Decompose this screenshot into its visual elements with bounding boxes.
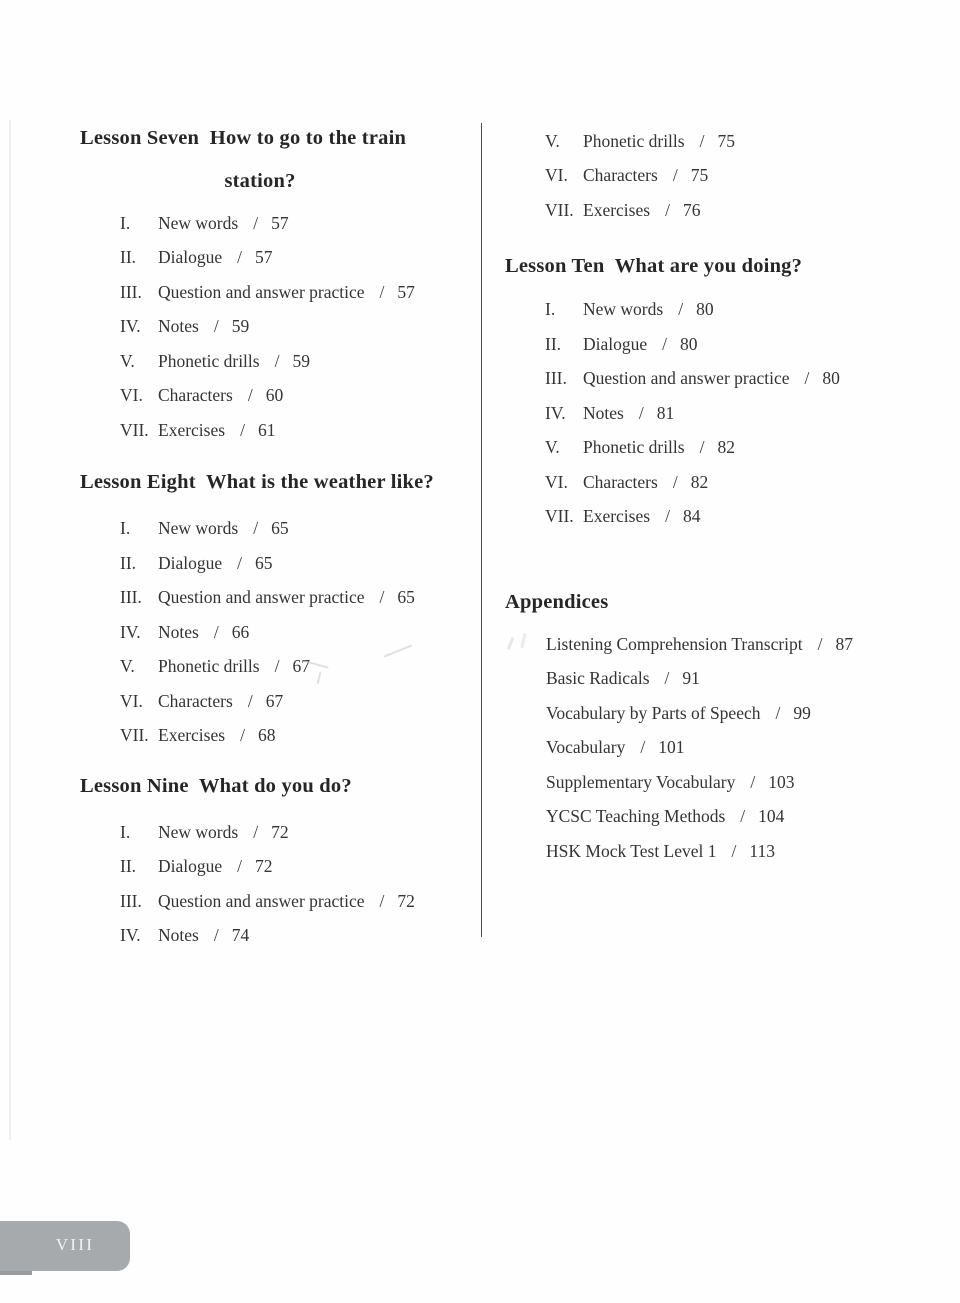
toc-entry <box>80 344 480 379</box>
entry-label: Supplementary Vocabulary <box>546 771 736 792</box>
entry-page-number: 82 <box>717 437 735 458</box>
toc-entry <box>80 275 480 310</box>
entry-separator: / <box>274 350 280 371</box>
toc-entry <box>80 379 480 414</box>
entry-label: Dialogue <box>583 333 648 354</box>
entry-separator: / <box>740 806 746 827</box>
entry-page-number: 72 <box>271 821 289 842</box>
entry-page-number: 72 <box>397 890 415 911</box>
entry-numeral: VII. <box>120 419 149 440</box>
entry-page-number: 113 <box>749 840 775 861</box>
toc-entry <box>80 546 480 581</box>
entry-label: Vocabulary by Parts of Speech <box>546 702 761 723</box>
entry-label: Exercises <box>583 199 651 220</box>
entry-page-number: 103 <box>768 771 795 792</box>
toc-entry <box>505 731 935 766</box>
entry-separator: / <box>699 437 705 458</box>
entry-separator: / <box>672 471 678 492</box>
scan-edge-line <box>9 120 11 1140</box>
entry-page-number: 80 <box>680 333 698 354</box>
toc-entry <box>505 293 935 328</box>
entry-page-number: 60 <box>265 385 284 406</box>
entry-label: Dialogue <box>158 856 223 877</box>
entry-separator: / <box>213 621 219 642</box>
lesson-nine-title: Lesson Nine What do you do? <box>80 775 352 797</box>
toc-entry <box>505 327 935 362</box>
entry-label: Question and answer practice <box>158 587 365 608</box>
entry-page-number: 82 <box>690 471 709 492</box>
entry-numeral: II. <box>120 856 137 877</box>
toc-entry <box>80 615 480 650</box>
entry-label: Dialogue <box>158 247 223 268</box>
entry-page-number: 74 <box>231 925 250 946</box>
entry-page-number: 59 <box>292 350 310 371</box>
entry-separator: / <box>253 212 259 233</box>
entry-separator: / <box>379 587 385 608</box>
toc-entry <box>505 765 935 800</box>
lesson-eight-title: Lesson Eight What is the weather like? <box>80 470 434 493</box>
lesson-seven-title-line1: Lesson Seven How to go to the train <box>80 127 407 149</box>
entry-page-number: 66 <box>231 621 250 642</box>
entry-numeral: VI. <box>120 385 143 406</box>
appendices-title: Appendices <box>505 591 609 613</box>
lesson-nine-continued-items <box>505 124 935 228</box>
entry-label: Characters <box>583 165 658 186</box>
entry-page-number: 67 <box>292 656 310 677</box>
entry-page-number: 72 <box>255 856 273 877</box>
entry-label: New words <box>583 299 664 320</box>
entry-page-number: 87 <box>835 633 854 654</box>
entry-label: Notes <box>158 621 199 642</box>
toc-entry <box>505 800 935 835</box>
entry-label: HSK Mock Test Level 1 <box>546 840 717 861</box>
toc-entry <box>505 431 935 466</box>
entry-separator: / <box>253 821 259 842</box>
entry-separator: / <box>775 702 781 723</box>
entry-label: New words <box>158 518 239 539</box>
entry-page-number: 76 <box>682 199 701 220</box>
entry-separator: / <box>678 299 684 320</box>
entry-label: Phonetic drills <box>583 437 685 458</box>
entry-page-number: 68 <box>257 725 276 746</box>
toc-entry <box>80 310 480 345</box>
entry-separator: / <box>237 856 243 877</box>
entry-label: Question and answer practice <box>158 890 365 911</box>
entry-separator: / <box>731 840 737 861</box>
toc-entry <box>80 512 480 547</box>
entry-separator: / <box>638 402 644 423</box>
entry-numeral: II. <box>120 552 137 573</box>
entry-numeral: IV. <box>120 621 141 642</box>
toc-entry <box>80 719 480 754</box>
entry-separator: / <box>247 385 253 406</box>
entry-separator: / <box>213 316 219 337</box>
toc-entry <box>505 362 935 397</box>
entry-label: Phonetic drills <box>158 656 260 677</box>
toc-entry <box>80 581 480 616</box>
page-number-tab <box>0 1221 130 1271</box>
entry-numeral: II. <box>120 247 137 268</box>
entry-page-number: 59 <box>231 316 250 337</box>
entry-page-number: 75 <box>717 130 735 151</box>
entry-page-number: 80 <box>822 368 840 389</box>
entry-page-number: 67 <box>265 690 284 711</box>
toc-entry <box>505 159 935 194</box>
entry-separator: / <box>379 281 385 302</box>
entry-page-number: 65 <box>271 518 289 539</box>
entry-separator: / <box>750 771 756 792</box>
entry-separator: / <box>662 333 668 354</box>
entry-numeral: IV. <box>120 316 141 337</box>
appendices-items <box>505 627 935 869</box>
entry-separator: / <box>237 247 243 268</box>
entry-numeral: I. <box>120 821 131 842</box>
entry-numeral: III. <box>120 890 142 911</box>
toc-entry <box>80 815 480 850</box>
entry-label: Basic Radicals <box>546 668 650 689</box>
entry-label: Notes <box>583 402 624 423</box>
toc-entry <box>80 413 480 448</box>
toc-entry <box>505 662 935 697</box>
entry-label: YCSC Teaching Methods <box>546 806 726 827</box>
toc-entry <box>505 124 935 159</box>
entry-separator: / <box>240 419 245 440</box>
toc-right-column <box>505 117 935 869</box>
entry-separator: / <box>247 690 253 711</box>
entry-separator: / <box>253 518 259 539</box>
entry-page-number: 57 <box>397 281 415 302</box>
entry-label: New words <box>158 821 239 842</box>
entry-separator: / <box>672 165 678 186</box>
lesson-eight-items <box>80 512 480 754</box>
entry-numeral: VI. <box>120 690 143 711</box>
entry-label: Phonetic drills <box>583 130 685 151</box>
entry-label: New words <box>158 212 239 233</box>
column-divider-rule <box>481 123 482 937</box>
toc-entry <box>505 193 935 228</box>
lesson-seven-title-line2: station? <box>224 170 296 192</box>
toc-entry <box>80 650 480 685</box>
entry-separator: / <box>240 725 245 746</box>
entry-separator: / <box>213 925 219 946</box>
entry-numeral: VII. <box>545 199 574 220</box>
entry-page-number: 61 <box>257 419 276 440</box>
entry-separator: / <box>274 656 280 677</box>
toc-entry <box>505 627 935 662</box>
lesson-nine-items <box>80 815 480 953</box>
entry-page-number: 65 <box>397 587 415 608</box>
entry-page-number: 99 <box>793 702 811 723</box>
entry-page-number: 101 <box>658 737 685 758</box>
entry-page-number: 81 <box>656 402 675 423</box>
entry-page-number: 91 <box>682 668 700 689</box>
entry-separator: / <box>665 199 670 220</box>
entry-numeral: III. <box>545 368 567 389</box>
entry-numeral: III. <box>120 281 142 302</box>
entry-separator: / <box>804 368 810 389</box>
entry-page-number: 80 <box>696 299 714 320</box>
toc-entry <box>80 919 480 954</box>
entry-label: Characters <box>583 471 658 492</box>
entry-numeral: II. <box>545 333 562 354</box>
entry-numeral: V. <box>120 350 135 371</box>
entry-page-number: 57 <box>255 247 273 268</box>
entry-label: Notes <box>158 925 199 946</box>
entry-page-number: 75 <box>690 165 709 186</box>
entry-label: Exercises <box>158 725 226 746</box>
entry-numeral: VI. <box>545 471 568 492</box>
toc-entry <box>80 850 480 885</box>
entry-numeral: IV. <box>545 402 566 423</box>
entry-separator: / <box>237 552 243 573</box>
entry-label: Question and answer practice <box>158 281 365 302</box>
toc-entry <box>80 884 480 919</box>
entry-separator: / <box>817 633 823 654</box>
entry-numeral: VI. <box>545 165 568 186</box>
page-number: VIII <box>56 1235 95 1254</box>
entry-numeral: VII. <box>120 725 149 746</box>
lesson-ten-items <box>505 293 935 535</box>
entry-label: Vocabulary <box>546 737 626 758</box>
entry-separator: / <box>665 506 670 527</box>
toc-entry <box>505 500 935 535</box>
entry-separator: / <box>379 890 385 911</box>
entry-label: Phonetic drills <box>158 350 260 371</box>
toc-entry <box>505 465 935 500</box>
entry-numeral: V. <box>545 130 560 151</box>
lesson-seven-items <box>80 206 480 448</box>
entry-label: Exercises <box>583 506 651 527</box>
entry-numeral: V. <box>120 656 135 677</box>
entry-numeral: I. <box>120 518 131 539</box>
entry-label: Exercises <box>158 419 226 440</box>
entry-separator: / <box>699 130 705 151</box>
entry-page-number: 65 <box>255 552 273 573</box>
toc-entry <box>505 696 935 731</box>
entry-label: Notes <box>158 316 199 337</box>
lesson-ten-title: Lesson Ten What are you doing? <box>505 254 803 277</box>
entry-numeral: V. <box>545 437 560 458</box>
entry-numeral: VII. <box>545 506 574 527</box>
toc-entry <box>505 834 935 869</box>
entry-page-number: 57 <box>271 212 289 233</box>
entry-numeral: IV. <box>120 925 141 946</box>
entry-numeral: I. <box>120 212 131 233</box>
entry-label: Dialogue <box>158 552 223 573</box>
toc-left-column <box>80 117 480 953</box>
entry-label: Characters <box>158 690 233 711</box>
entry-page-number: 104 <box>758 806 785 827</box>
toc-entry <box>80 684 480 719</box>
entry-separator: / <box>640 737 646 758</box>
entry-label: Characters <box>158 385 233 406</box>
entry-page-number: 84 <box>682 506 701 527</box>
entry-label: Listening Comprehension Transcript <box>546 633 803 654</box>
toc-entry <box>505 396 935 431</box>
entry-numeral: III. <box>120 587 142 608</box>
toc-entry <box>80 241 480 276</box>
entry-label: Question and answer practice <box>583 368 790 389</box>
entry-separator: / <box>664 668 670 689</box>
toc-entry <box>80 206 480 241</box>
entry-numeral: I. <box>545 299 556 320</box>
